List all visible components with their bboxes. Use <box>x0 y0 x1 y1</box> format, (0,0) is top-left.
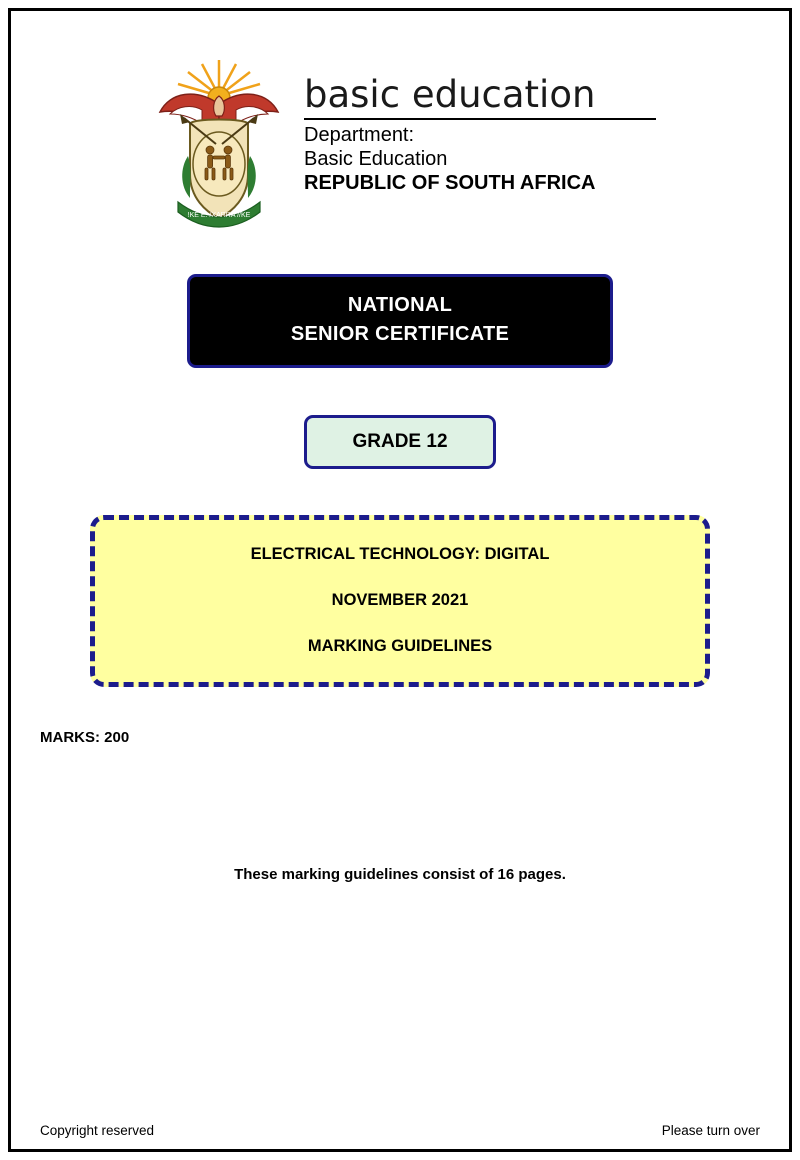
certificate-line-1: NATIONAL <box>347 294 453 316</box>
grade-box: GRADE 12 <box>304 415 496 469</box>
document-header <box>40 40 760 232</box>
certificate-box-wrap <box>40 274 760 368</box>
coat-of-arms-icon <box>144 52 294 232</box>
brand-title: basic education <box>304 73 596 116</box>
page-content <box>40 40 760 1120</box>
department-text <box>304 52 656 196</box>
grade-box-wrap <box>40 415 760 469</box>
department-label: Department: <box>304 124 415 146</box>
certificate-box <box>187 274 613 368</box>
exam-date: NOVEMBER 2021 <box>331 591 469 609</box>
subject-spacer-1 <box>95 566 705 588</box>
department-name: Basic Education <box>304 148 448 170</box>
marks-label: MARKS: 200 <box>40 729 130 746</box>
country-name: REPUBLIC OF SOUTH AFRICA <box>304 172 596 194</box>
page-footer <box>40 1123 760 1138</box>
subject-spacer-2 <box>95 612 705 634</box>
document-type: MARKING GUIDELINES <box>307 637 493 655</box>
brand-underline <box>304 118 656 120</box>
subject-box <box>90 515 710 687</box>
subject-box-wrap <box>40 515 760 687</box>
subject-title: ELECTRICAL TECHNOLOGY: DIGITAL <box>250 545 550 563</box>
footer-copyright: Copyright reserved <box>40 1123 155 1138</box>
page-count-note: These marking guidelines consist of 16 pages. <box>234 866 566 883</box>
svg-text:!KE E: /XARRA //KE: !KE E: /XARRA //KE <box>187 212 251 219</box>
certificate-line-2: SENIOR CERTIFICATE <box>290 323 510 345</box>
footer-turn-over: Please turn over <box>661 1123 760 1138</box>
